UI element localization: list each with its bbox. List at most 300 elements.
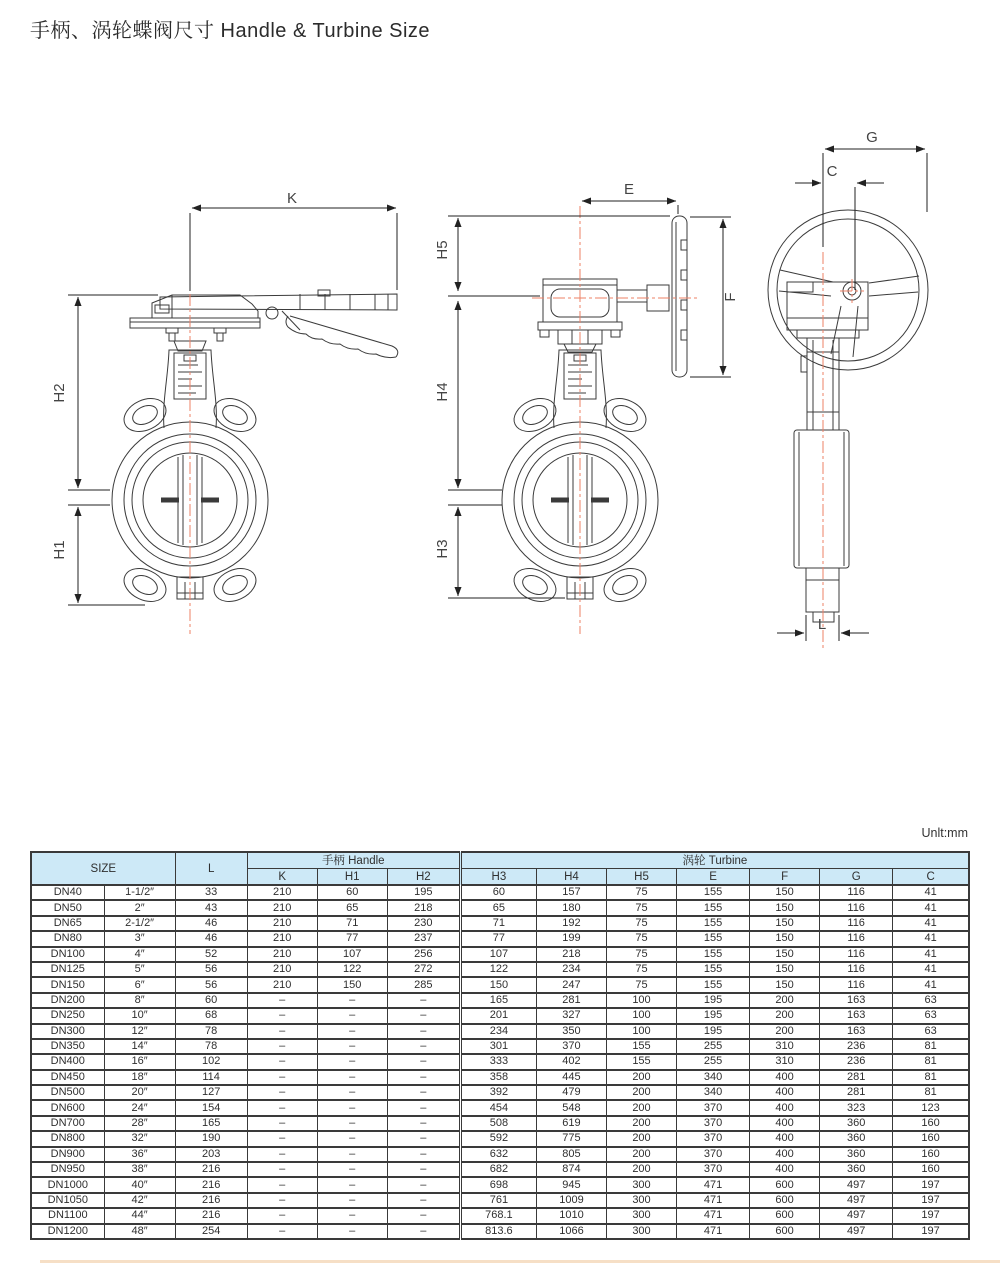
table-cell: – — [317, 1116, 387, 1131]
table-cell: DN600 — [31, 1100, 104, 1115]
table-cell: 75 — [606, 900, 676, 915]
table-cell: 600 — [750, 1177, 820, 1192]
table-cell: 81 — [893, 1085, 969, 1100]
table-cell: 236 — [820, 1054, 893, 1069]
table-cell: 155 — [677, 977, 750, 992]
table-cell: 471 — [677, 1224, 750, 1239]
table-cell: 150 — [750, 931, 820, 946]
table-cell: 218 — [536, 947, 606, 962]
dim-label-e: E — [623, 181, 635, 198]
table-cell: 327 — [536, 1008, 606, 1023]
table-cell: 216 — [175, 1208, 247, 1223]
table-cell: 155 — [606, 1054, 676, 1069]
table-cell: – — [247, 1208, 317, 1223]
col-group-handle: 手柄 Handle — [247, 852, 460, 869]
table-cell: 3″ — [104, 931, 175, 946]
col-header-h5: H5 — [606, 869, 676, 886]
table-cell: 200 — [606, 1131, 676, 1146]
table-cell: 201 — [460, 1008, 536, 1023]
table-cell: 508 — [460, 1116, 536, 1131]
size-table — [30, 851, 970, 1240]
table-cell: 370 — [677, 1147, 750, 1162]
table-cell: 155 — [677, 962, 750, 977]
table-row — [31, 1208, 969, 1223]
table-cell: 272 — [387, 962, 460, 977]
table-cell: – — [387, 1116, 460, 1131]
table-cell: – — [247, 1162, 317, 1177]
table-cell: – — [247, 1085, 317, 1100]
table-cell: 195 — [387, 885, 460, 900]
dim-label-h3: H3 — [434, 539, 451, 559]
table-cell: 150 — [460, 977, 536, 992]
table-cell: 2″ — [104, 900, 175, 915]
table-cell: 874 — [536, 1162, 606, 1177]
table-cell: 350 — [536, 1024, 606, 1039]
table-cell: – — [317, 1085, 387, 1100]
table-cell: 200 — [606, 1100, 676, 1115]
table-cell: – — [387, 1177, 460, 1192]
table-cell: 116 — [820, 947, 893, 962]
table-cell: 200 — [750, 993, 820, 1008]
drawing-handle-valve — [51, 190, 398, 634]
table-cell: DN700 — [31, 1116, 104, 1131]
dim-label-l: L — [817, 616, 827, 633]
table-cell: 300 — [606, 1177, 676, 1192]
table-cell: 155 — [677, 931, 750, 946]
table-cell: DN300 — [31, 1024, 104, 1039]
table-cell: 12″ — [104, 1024, 175, 1039]
table-cell: 600 — [750, 1208, 820, 1223]
table-cell: 254 — [175, 1224, 247, 1239]
table-cell: – — [317, 1224, 387, 1239]
table-cell: 71 — [317, 916, 387, 931]
table-cell: 154 — [175, 1100, 247, 1115]
table-cell: 40″ — [104, 1177, 175, 1192]
table-cell: 122 — [460, 962, 536, 977]
table-cell: – — [247, 1131, 317, 1146]
table-cell: – — [387, 1162, 460, 1177]
table-row — [31, 962, 969, 977]
table-row — [31, 1024, 969, 1039]
table-cell: 195 — [677, 1024, 750, 1039]
col-header-h1: H1 — [317, 869, 387, 886]
table-cell: 123 — [893, 1100, 969, 1115]
table-cell: 400 — [750, 1100, 820, 1115]
table-cell: 16″ — [104, 1054, 175, 1069]
drawing-turbine-valve-front — [434, 181, 739, 634]
table-cell: – — [387, 1070, 460, 1085]
table-cell: 116 — [820, 900, 893, 915]
table-cell: 281 — [820, 1085, 893, 1100]
table-cell: 805 — [536, 1147, 606, 1162]
table-cell: 56 — [175, 977, 247, 992]
table-row — [31, 977, 969, 992]
table-cell: 60 — [175, 993, 247, 1008]
table-cell: 210 — [247, 962, 317, 977]
table-cell: 340 — [677, 1070, 750, 1085]
col-header-size: SIZE — [31, 852, 175, 885]
table-cell: 682 — [460, 1162, 536, 1177]
col-header-e: E — [677, 869, 750, 886]
table-cell: – — [387, 1208, 460, 1223]
table-cell: 400 — [750, 1147, 820, 1162]
table-cell: 200 — [606, 1070, 676, 1085]
table-cell: 155 — [677, 900, 750, 915]
table-cell: DN450 — [31, 1070, 104, 1085]
table-cell: 400 — [750, 1085, 820, 1100]
table-cell: 400 — [750, 1162, 820, 1177]
table-cell: 497 — [820, 1193, 893, 1208]
table-cell: 370 — [677, 1116, 750, 1131]
table-cell: DN900 — [31, 1147, 104, 1162]
table-row — [31, 900, 969, 915]
table-cell: DN65 — [31, 916, 104, 931]
table-cell: 255 — [677, 1054, 750, 1069]
table-cell: – — [317, 1131, 387, 1146]
table-cell: 75 — [606, 931, 676, 946]
table-cell: 71 — [460, 916, 536, 931]
col-header-c: C — [893, 869, 969, 886]
table-row — [31, 1131, 969, 1146]
table-cell: 400 — [750, 1070, 820, 1085]
table-cell: 163 — [820, 1008, 893, 1023]
table-cell: 10″ — [104, 1008, 175, 1023]
table-cell: DN40 — [31, 885, 104, 900]
dim-label-k: K — [286, 190, 298, 207]
table-cell: 768.1 — [460, 1208, 536, 1223]
table-cell: 100 — [606, 1024, 676, 1039]
table-cell: 216 — [175, 1177, 247, 1192]
table-cell: 155 — [677, 916, 750, 931]
dim-label-f: F — [722, 292, 739, 302]
table-cell: 218 — [387, 900, 460, 915]
table-cell: 236 — [820, 1039, 893, 1054]
table-cell: 400 — [750, 1116, 820, 1131]
table-cell: 114 — [175, 1070, 247, 1085]
table-cell: – — [387, 993, 460, 1008]
table-cell: 150 — [750, 900, 820, 915]
table-cell: 301 — [460, 1039, 536, 1054]
table-cell: 323 — [820, 1100, 893, 1115]
table-cell: 75 — [606, 885, 676, 900]
table-row — [31, 1193, 969, 1208]
dim-label-g: G — [866, 129, 878, 146]
table-cell: DN400 — [31, 1054, 104, 1069]
table-cell: 116 — [820, 962, 893, 977]
table-cell: – — [247, 1193, 317, 1208]
table-cell: 150 — [750, 885, 820, 900]
table-cell: 41 — [893, 977, 969, 992]
table-cell: DN500 — [31, 1085, 104, 1100]
table-cell: – — [317, 1208, 387, 1223]
col-group-turbine: 涡轮 Turbine — [460, 852, 969, 869]
table-cell: 65 — [460, 900, 536, 915]
table-cell: DN150 — [31, 977, 104, 992]
table-cell: 190 — [175, 1131, 247, 1146]
table-cell: 192 — [536, 916, 606, 931]
table-cell: 333 — [460, 1054, 536, 1069]
table-cell: 77 — [460, 931, 536, 946]
size-table-body — [31, 885, 969, 1239]
table-cell: 63 — [893, 1008, 969, 1023]
table-cell: DN350 — [31, 1039, 104, 1054]
table-cell: 2-1/2″ — [104, 916, 175, 931]
table-cell: 160 — [893, 1162, 969, 1177]
table-cell: – — [317, 1100, 387, 1115]
table-cell: 78 — [175, 1039, 247, 1054]
table-row — [31, 993, 969, 1008]
table-cell: 471 — [677, 1177, 750, 1192]
table-cell: 100 — [606, 993, 676, 1008]
col-header-g: G — [820, 869, 893, 886]
table-cell: – — [387, 1224, 460, 1239]
table-cell: 210 — [247, 885, 317, 900]
table-cell: 775 — [536, 1131, 606, 1146]
table-cell: 63 — [893, 993, 969, 1008]
table-cell: 78 — [175, 1024, 247, 1039]
page-title: 手柄、涡轮蝶阀尺寸 Handle & Turbine Size — [30, 20, 431, 42]
table-cell: 33 — [175, 885, 247, 900]
table-cell: 285 — [387, 977, 460, 992]
table-cell: – — [247, 1224, 317, 1239]
table-cell: 479 — [536, 1085, 606, 1100]
table-cell: 81 — [893, 1054, 969, 1069]
table-cell: 400 — [750, 1131, 820, 1146]
table-cell: 68 — [175, 1008, 247, 1023]
table-cell: 497 — [820, 1224, 893, 1239]
col-header-f: F — [750, 869, 820, 886]
table-cell: 592 — [460, 1131, 536, 1146]
table-cell: 600 — [750, 1193, 820, 1208]
table-cell: 1009 — [536, 1193, 606, 1208]
table-cell: 63 — [893, 1024, 969, 1039]
table-cell: 150 — [317, 977, 387, 992]
table-cell: 8″ — [104, 993, 175, 1008]
table-cell: 165 — [175, 1116, 247, 1131]
table-cell: 38″ — [104, 1162, 175, 1177]
table-cell: 945 — [536, 1177, 606, 1192]
table-cell: 300 — [606, 1193, 676, 1208]
table-cell: 150 — [750, 977, 820, 992]
table-cell: 28″ — [104, 1116, 175, 1131]
table-cell: – — [317, 1070, 387, 1085]
table-row — [31, 885, 969, 900]
table-cell: 392 — [460, 1085, 536, 1100]
table-cell: DN125 — [31, 962, 104, 977]
col-header-l: L — [175, 852, 247, 885]
table-cell: 41 — [893, 885, 969, 900]
table-cell: 163 — [820, 993, 893, 1008]
table-cell: 155 — [677, 947, 750, 962]
table-cell: – — [247, 1177, 317, 1192]
dim-label-c: C — [826, 163, 838, 180]
table-cell: – — [247, 1116, 317, 1131]
table-cell: 237 — [387, 931, 460, 946]
table-cell: 81 — [893, 1070, 969, 1085]
table-cell: 116 — [820, 977, 893, 992]
table-row — [31, 1116, 969, 1131]
table-cell: 698 — [460, 1177, 536, 1192]
table-cell: 199 — [536, 931, 606, 946]
table-cell: 200 — [606, 1085, 676, 1100]
table-cell: 497 — [820, 1208, 893, 1223]
table-cell: – — [387, 1147, 460, 1162]
table-cell: 150 — [750, 962, 820, 977]
table-cell: 77 — [317, 931, 387, 946]
table-cell: DN1100 — [31, 1208, 104, 1223]
table-cell: – — [387, 1100, 460, 1115]
table-cell: 46 — [175, 916, 247, 931]
table-cell: 180 — [536, 900, 606, 915]
table-cell: 4″ — [104, 947, 175, 962]
table-cell: 632 — [460, 1147, 536, 1162]
table-cell: 210 — [247, 947, 317, 962]
table-cell: – — [317, 993, 387, 1008]
col-header-h3: H3 — [460, 869, 536, 886]
table-cell: 75 — [606, 947, 676, 962]
table-cell: 360 — [820, 1116, 893, 1131]
table-cell: 116 — [820, 885, 893, 900]
table-cell: 619 — [536, 1116, 606, 1131]
table-cell: 210 — [247, 916, 317, 931]
table-cell: 281 — [820, 1070, 893, 1085]
table-cell: – — [317, 1024, 387, 1039]
table-cell: DN50 — [31, 900, 104, 915]
table-cell: 360 — [820, 1131, 893, 1146]
table-cell: 216 — [175, 1162, 247, 1177]
table-cell: – — [387, 1024, 460, 1039]
table-cell: 5″ — [104, 962, 175, 977]
table-cell: 100 — [606, 1008, 676, 1023]
table-cell: 60 — [317, 885, 387, 900]
table-cell: 165 — [460, 993, 536, 1008]
table-cell: – — [317, 1039, 387, 1054]
table-cell: 497 — [820, 1177, 893, 1192]
table-cell: – — [247, 1100, 317, 1115]
table-cell: 36″ — [104, 1147, 175, 1162]
table-cell: 445 — [536, 1070, 606, 1085]
table-cell: 160 — [893, 1131, 969, 1146]
table-cell: 75 — [606, 916, 676, 931]
col-header-h4: H4 — [536, 869, 606, 886]
table-cell: – — [247, 1070, 317, 1085]
table-cell: 216 — [175, 1193, 247, 1208]
table-cell: – — [317, 1147, 387, 1162]
table-cell: 32″ — [104, 1131, 175, 1146]
dim-label-h4: H4 — [434, 382, 451, 402]
table-cell: 600 — [750, 1224, 820, 1239]
table-cell: – — [317, 1177, 387, 1192]
table-cell: 122 — [317, 962, 387, 977]
table-cell: 41 — [893, 900, 969, 915]
table-cell: 197 — [893, 1208, 969, 1223]
table-cell: DN80 — [31, 931, 104, 946]
table-cell: 116 — [820, 916, 893, 931]
table-cell: 230 — [387, 916, 460, 931]
table-row — [31, 1224, 969, 1239]
table-cell: 20″ — [104, 1085, 175, 1100]
table-cell: 6″ — [104, 977, 175, 992]
table-cell: 200 — [606, 1162, 676, 1177]
table-cell: 360 — [820, 1147, 893, 1162]
dim-label-h2: H2 — [51, 383, 68, 403]
table-cell: 1-1/2″ — [104, 885, 175, 900]
table-cell: 65 — [317, 900, 387, 915]
table-cell: 41 — [893, 947, 969, 962]
table-cell: DN1200 — [31, 1224, 104, 1239]
table-row — [31, 1054, 969, 1069]
table-cell: – — [387, 1085, 460, 1100]
table-row — [31, 1039, 969, 1054]
table-row — [31, 1008, 969, 1023]
table-cell: 471 — [677, 1208, 750, 1223]
table-cell: 370 — [677, 1100, 750, 1115]
table-cell: 48″ — [104, 1224, 175, 1239]
dim-label-h1: H1 — [51, 540, 68, 560]
table-cell: 548 — [536, 1100, 606, 1115]
table-cell: 203 — [175, 1147, 247, 1162]
table-cell: 1010 — [536, 1208, 606, 1223]
table-cell: 210 — [247, 931, 317, 946]
table-cell: 197 — [893, 1224, 969, 1239]
table-row — [31, 916, 969, 931]
table-cell: 107 — [317, 947, 387, 962]
table-cell: DN1050 — [31, 1193, 104, 1208]
table-row — [31, 1085, 969, 1100]
table-cell: 157 — [536, 885, 606, 900]
table-cell: 43 — [175, 900, 247, 915]
table-cell: 24″ — [104, 1100, 175, 1115]
table-cell: – — [247, 1054, 317, 1069]
table-cell: – — [387, 1193, 460, 1208]
table-cell: 197 — [893, 1177, 969, 1192]
table-cell: 150 — [750, 947, 820, 962]
table-cell: 14″ — [104, 1039, 175, 1054]
table-row — [31, 947, 969, 962]
table-cell: 402 — [536, 1054, 606, 1069]
table-cell: DN100 — [31, 947, 104, 962]
table-cell: 155 — [677, 885, 750, 900]
table-cell: 75 — [606, 962, 676, 977]
table-cell: 310 — [750, 1039, 820, 1054]
table-cell: 42″ — [104, 1193, 175, 1208]
table-cell: – — [387, 1054, 460, 1069]
drawing-turbine-valve-side — [768, 129, 928, 648]
table-cell: 358 — [460, 1070, 536, 1085]
table-cell: 370 — [677, 1162, 750, 1177]
table-cell: 200 — [750, 1008, 820, 1023]
unit-note: Unlt:mm — [921, 826, 968, 840]
table-cell: – — [317, 1162, 387, 1177]
table-cell: 116 — [820, 931, 893, 946]
table-cell: 200 — [750, 1024, 820, 1039]
table-cell: 41 — [893, 962, 969, 977]
table-cell: 813.6 — [460, 1224, 536, 1239]
table-cell: 150 — [750, 916, 820, 931]
table-row — [31, 1177, 969, 1192]
table-cell: 41 — [893, 916, 969, 931]
table-cell: 44″ — [104, 1208, 175, 1223]
table-cell: – — [387, 1039, 460, 1054]
table-cell: 127 — [175, 1085, 247, 1100]
table-cell: 255 — [677, 1039, 750, 1054]
table-cell: 52 — [175, 947, 247, 962]
table-row — [31, 1147, 969, 1162]
table-cell: DN1000 — [31, 1177, 104, 1192]
table-cell: 370 — [677, 1131, 750, 1146]
table-cell: 60 — [460, 885, 536, 900]
table-cell: 195 — [677, 993, 750, 1008]
